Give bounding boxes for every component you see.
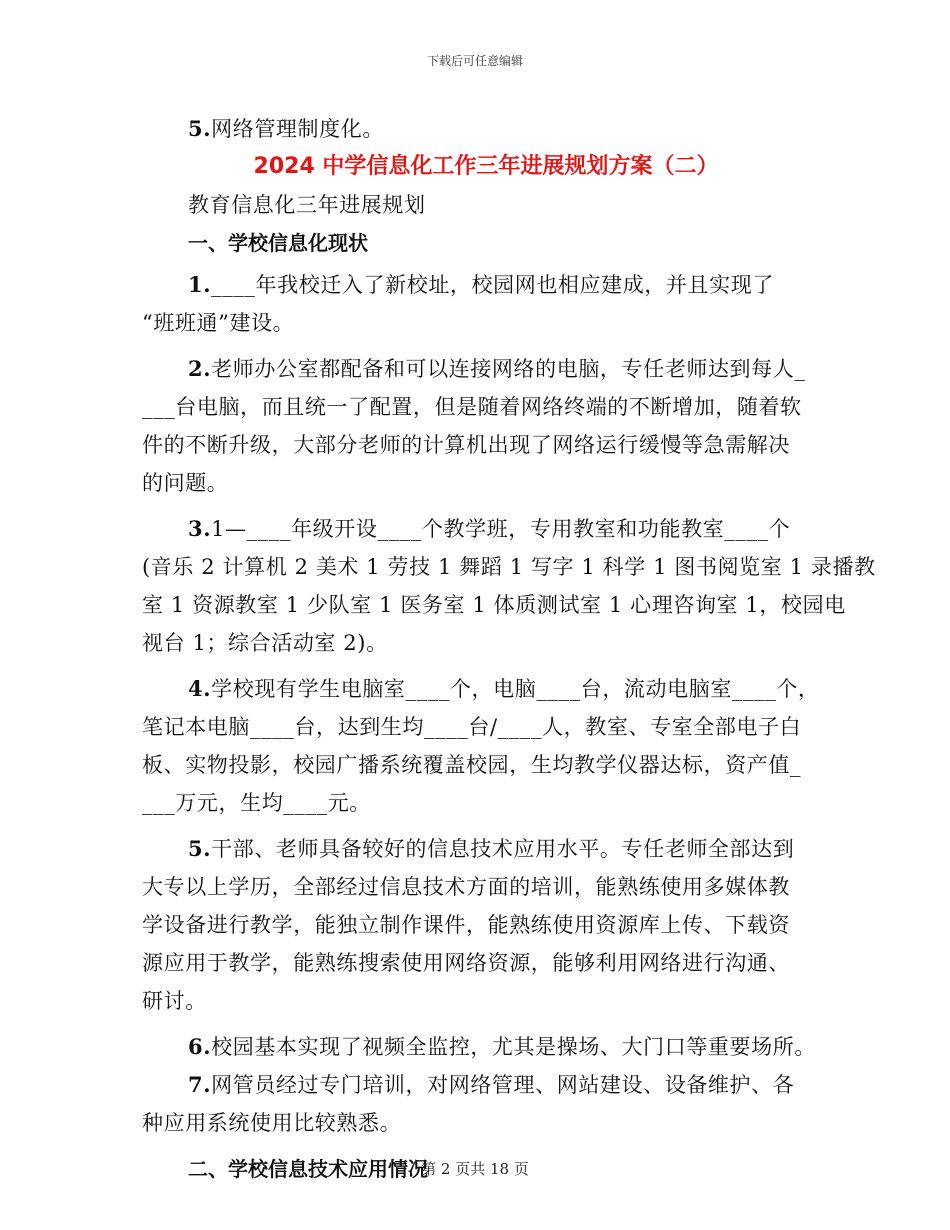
item-number: 5. [188, 116, 212, 141]
item-line: ___万元，生均____元。 [142, 791, 371, 815]
item-number: 3. [188, 516, 212, 541]
item-line: “班班通”建设。 [142, 311, 295, 335]
item-line: ___台电脑，而且统一了配置，但是随着网络终端的不断增加，随着软 [142, 395, 802, 419]
list-item [142, 670, 820, 822]
item-line: (音乐 2 计算机 2 美术 1 劳技 1 舞蹈 1 写字 1 科学 1 图书阅览室 1 录播教 [142, 555, 876, 579]
list-item [142, 266, 810, 342]
item-number: 5. [188, 836, 212, 861]
item-line: 干部、老师具备较好的信息技术应用水平。专任老师全部达到 [211, 837, 795, 861]
section-heading-1: 一、学校信息化现状 [188, 231, 368, 255]
document-body [142, 110, 876, 1188]
item-line: 1—____年级开设____个教学班，专用教室和功能教室____个 [211, 517, 791, 541]
page-number-footer: 第 2 页共 18 页 [421, 1160, 529, 1178]
item-line: 学校现有学生电脑室____个，电脑____台，流动电脑室____个， [211, 677, 820, 701]
item-number: 4. [188, 676, 212, 701]
item-line: ____年我校迁入了新校址，校园网也相应建成，并且实现了 [211, 273, 774, 297]
item-line: 种应用系统使用比较熟悉。 [142, 1111, 402, 1135]
list-item [142, 830, 810, 1020]
header-note: 下载后可任意编辑 [426, 54, 523, 68]
item-line: 研讨。 [142, 989, 207, 1013]
item-line: 网管员经过专门培训，对网络管理、网站建设、设备维护、各 [211, 1073, 795, 1097]
item-line: 视台 1；综合活动室 2)。 [142, 631, 388, 655]
section-heading-2: 二、学校信息技术应用情况 [188, 1157, 428, 1181]
item-line: 大专以上学历，全部经过信息技术方面的培训，能熟练使用多媒体教 [142, 875, 790, 899]
item-line: 笔记本电脑____台，达到生均____台/____人，教室、专室全部电子白 [142, 715, 802, 739]
item-line: 件的不断升级，大部分老师的计算机出现了网络运行缓慢等急需解决 [142, 433, 790, 457]
document-subtitle: 教育信息化三年进展规划 [188, 193, 426, 217]
list-item [142, 1028, 816, 1066]
item-number: 6. [188, 1034, 212, 1059]
item-line: 源应用于教学，能熟练搜索使用网络资源，能够利用网络进行沟通、 [142, 951, 790, 975]
item-line: 学设备进行教学，能独立制作课件，能熟练使用资源库上传、下载资 [142, 913, 790, 937]
item-line: 校园基本实现了视频全监控，尤其是操场、大门口等重要场所。 [211, 1035, 816, 1059]
item-line: 室 1 资源教室 1 少队室 1 医务室 1 体质测试室 1 心理咨询室 1，校园电 [142, 593, 846, 617]
item-number: 7. [188, 1072, 212, 1097]
item-line: 的问题。 [142, 471, 229, 495]
item-line: 老师办公室都配备和可以连接网络的电脑，专任老师达到每人_ [211, 357, 806, 381]
item-number: 2. [188, 356, 212, 381]
list-item [142, 1066, 810, 1142]
list-item [142, 110, 810, 148]
list-item [142, 510, 876, 662]
document-title: 2024 中学信息化工作三年进展规划方案（二） [253, 154, 719, 179]
item-text: 网络管理制度化。 [211, 117, 384, 141]
item-number: 1. [188, 272, 212, 297]
item-line: 板、实物投影，校园广播系统覆盖校园，生均教学仪器达标，资产值_ [142, 753, 802, 777]
list-item [142, 350, 810, 502]
